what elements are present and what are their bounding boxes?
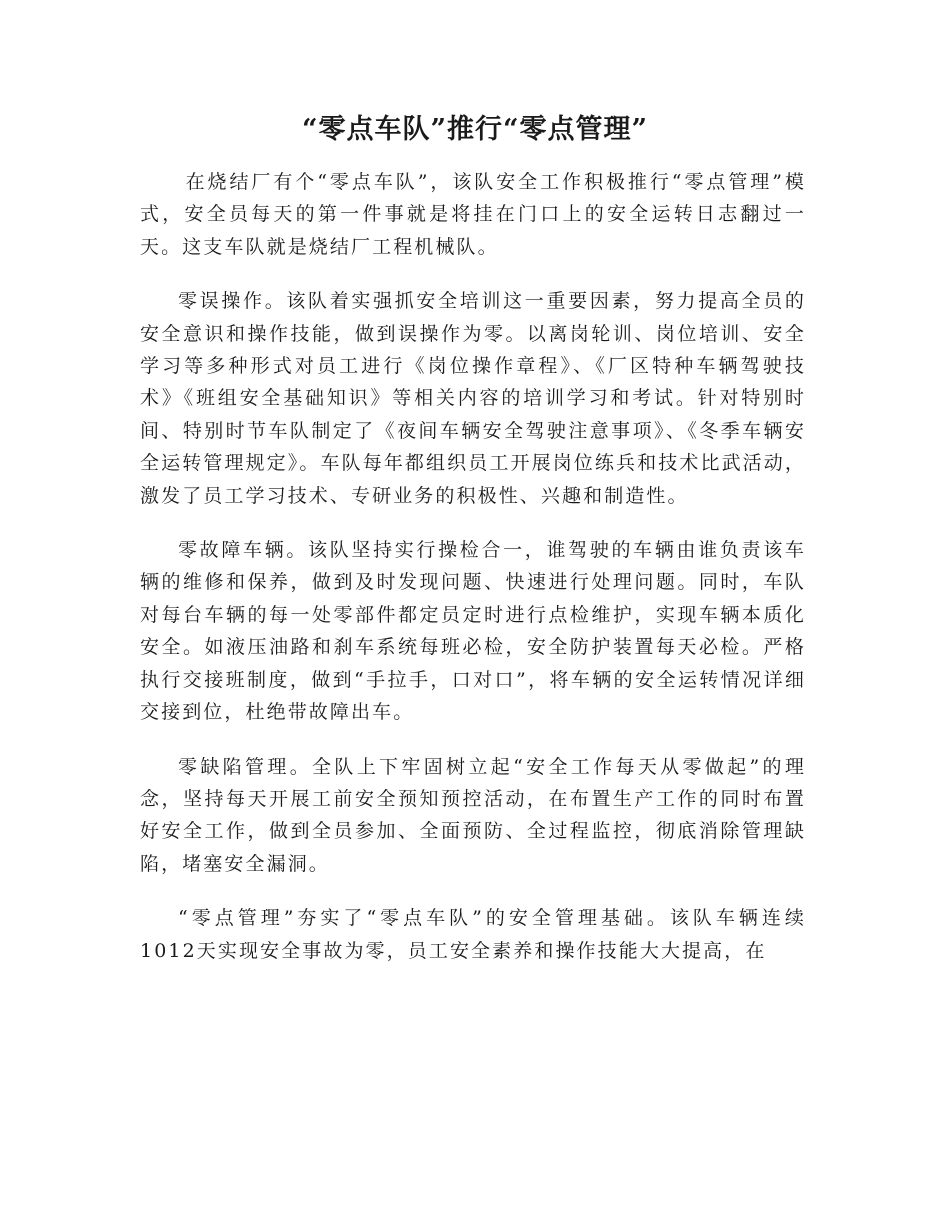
paragraph-intro: 在烧结厂有个“零点车队”，该队安全工作积极推行“零点管理”模式，安全员每天的第一件事就是将挂在门口上的安全运转日志翻过一天。这支车队就是烧结厂工程机械队。	[140, 171, 806, 258]
document-title: “零点车队”推行“零点管理”	[301, 114, 649, 145]
paragraph-zero-defect-management: 零缺陷管理。全队上下牢固树立起“安全工作每天从零做起”的理念，坚持每天开展工前安全预知预控活动，在布置生产工作的同时布置好安全工作，做到全员参加、全面预防、全过程监控，彻底消除管理缺陷，堵塞安全漏洞。	[140, 755, 806, 875]
paragraph-conclusion: “零点管理”夯实了“零点车队”的安全管理基础。该队车辆连续1012天实现安全事故为零，员工安全素养和操作技能大大提高，在	[140, 907, 806, 962]
document-body	[140, 166, 806, 989]
paragraph-zero-fault-vehicles: 零故障车辆。该队坚持实行操检合一，谁驾驶的车辆由谁负责该车辆的维修和保养，做到及时发现问题、快速进行处理问题。同时，车队对每台车辆的每一处零部件都定员定时进行点检维护，实现车辆本质化安全。如液压油路和刹车系统每班必检，安全防护装置每天必检。严格执行交接班制度，做到“手拉手，口对口”，将车辆的安全运转情况详细交接到位，杜绝带故障出车。	[140, 539, 806, 724]
paragraph-zero-misoperation: 零误操作。该队着实强抓安全培训这一重要因素，努力提高全员的安全意识和操作技能，做到误操作为零。以离岗轮训、岗位培训、安全学习等多种形式对员工进行《岗位操作章程》、《厂区特种车辆驾驶技术》《班组安全基础知识》等相关内容的培训学习和考试。针对特别时间、特别时节车队制定了《夜间车辆安全驾驶注意事项》、《冬季车辆安全运转管理规定》。车队每年都组织员工开展岗位练兵和技术比武活动，激发了员工学习技术、专研业务的积极性、兴趣和制造性。	[140, 290, 806, 507]
